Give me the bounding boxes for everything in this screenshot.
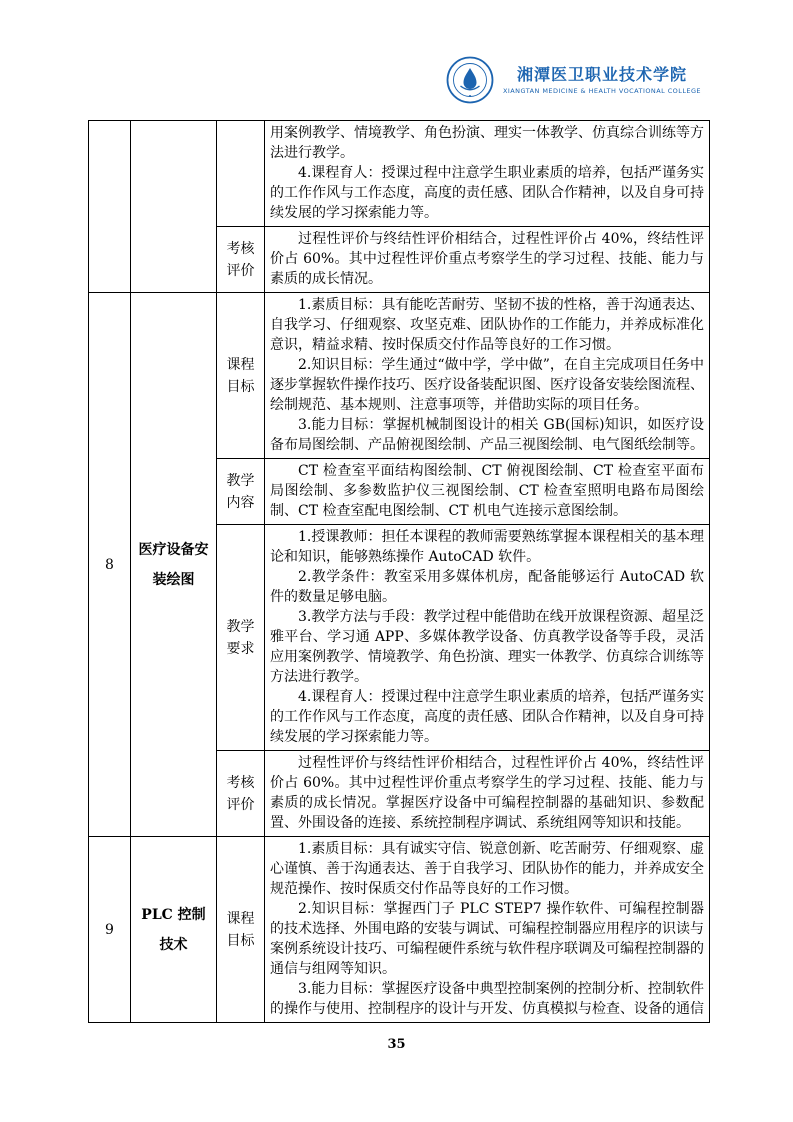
content-paragraph: 4.课程育人：授课过程中注意学生职业素质的培养，包括严谨务实的工作作风与工作态度，高度的责任感、团队合作精神，以及自身可持续发展的学习探索能力等。 bbox=[270, 689, 704, 745]
section-content bbox=[265, 525, 710, 751]
content-paragraph: 1.素质目标：具有诚实守信、锐意创新、吃苦耐劳、仔细观察、虚心谨慎、善于沟通表达、善于自我学习、团队协作的能力，并养成安全规范操作、按时保质交付作品等良好的工作习惯。 bbox=[270, 841, 704, 897]
page-header bbox=[446, 56, 701, 104]
section-label: 考核评价 bbox=[217, 227, 265, 293]
content-paragraph: 1.素质目标：具有能吃苦耐劳、坚韧不拔的性格，善于沟通表达、自我学习、仔细观察、攻坚克难、团队协作的工作能力，并养成标准化意识，精益求精、按时保质交付作品等良好的工作习惯。 bbox=[270, 297, 704, 353]
section-label: 教学内容 bbox=[217, 459, 265, 525]
section-label: 考核评价 bbox=[217, 751, 265, 837]
table-row bbox=[89, 121, 710, 227]
section-content bbox=[265, 459, 710, 525]
content-paragraph: 3.教学方法与手段：教学过程中能借助在线开放课程资源、超星泛雅平台、学习通 APP、多媒体教学设备、仿真教学设备等手段，灵活应用案例教学、情境教学、角色扮演、理实一体教学、仿真综合训练等方法进行教学。 bbox=[270, 609, 704, 685]
table-row bbox=[89, 837, 710, 1023]
content-paragraph: 用案例教学、情境教学、角色扮演、理实一体教学、仿真综合训练等方法进行教学。 bbox=[270, 125, 704, 161]
section-label: 教学要求 bbox=[217, 525, 265, 751]
section-content bbox=[265, 121, 710, 227]
content-paragraph: 3.能力目标：掌握机械制图设计的相关 GB(国标)知识，如医疗设备布局图绘制、产品俯视图绘制、产品三视图绘制、电气图纸绘制等。 bbox=[270, 417, 704, 453]
course-seq: 9 bbox=[89, 837, 131, 1023]
content-paragraph: 2.知识目标：学生通过“做中学，学中做”，在自主完成项目任务中逐步掌握软件操作技巧、医疗设备装配识图、医疗设备安装绘图流程、绘制规范、基本规则、注意事项等，并借助实际的项目任务。 bbox=[270, 357, 704, 413]
section-content bbox=[265, 293, 710, 459]
table-row bbox=[89, 293, 710, 459]
course-name: 医疗设备安装绘图 bbox=[131, 293, 217, 837]
section-label: 课程目标 bbox=[217, 293, 265, 459]
page-number: 35 bbox=[387, 1037, 406, 1052]
college-logo-icon bbox=[446, 56, 494, 104]
college-name-en: XIANGTAN MEDICINE & HEALTH VOCATIONAL COLLEGE bbox=[502, 87, 701, 95]
section-content bbox=[265, 751, 710, 837]
content-paragraph: 3.能力目标：掌握医疗设备中典型控制案例的控制分析、控制软件的操作与使用、控制程序的设计与开发、仿真模拟与检查、设备的通信 bbox=[270, 981, 704, 1017]
course-seq bbox=[89, 121, 131, 293]
content-paragraph: 4.课程育人：授课过程中注意学生职业素质的培养，包括严谨务实的工作作风与工作态度，高度的责任感、团队合作精神，以及自身可持续发展的学习探索能力等。 bbox=[270, 165, 704, 221]
section-label bbox=[217, 121, 265, 227]
section-content bbox=[265, 837, 710, 1023]
content-paragraph: CT 检查室平面结构图绘制、CT 俯视图绘制、CT 检查室平面布局图绘制、多参数监护仪三视图绘制、CT 检查室照明电路布局图绘制、CT 检查室配电图绘制、CT 机电气连接示意图绘制。 bbox=[270, 463, 704, 519]
content-paragraph: 过程性评价与终结性评价相结合，过程性评价占 40%，终结性评价占 60%。其中过程性评价重点考察学生的学习过程、技能、能力与素质的成长情况。 bbox=[270, 231, 704, 287]
content-paragraph: 2.教学条件：教室采用多媒体机房，配备能够运行 AutoCAD 软件的数量足够电脑。 bbox=[270, 569, 704, 605]
section-content bbox=[265, 227, 710, 293]
section-label: 课程目标 bbox=[217, 837, 265, 1023]
content-paragraph: 2.知识目标：掌握西门子 PLC STEP7 操作软件、可编程控制器的技术选择、外围电路的安装与调试、可编程控制器应用程序的识读与案例系统设计技巧、可编程硬件系统与软件程序联调及可编程控制器的通信与组网等知识。 bbox=[270, 901, 704, 977]
course-syllabus-table bbox=[88, 120, 710, 1023]
course-name bbox=[131, 121, 217, 293]
college-name: 湘潭医卫职业技术学院 bbox=[516, 65, 687, 84]
course-table-wrapper bbox=[88, 120, 710, 1023]
course-seq: 8 bbox=[89, 293, 131, 837]
college-name-block bbox=[503, 65, 701, 95]
content-paragraph: 1.授课教师：担任本课程的教师需要熟练掌握本课程相关的基本理论和知识，能够熟练操作 AutoCAD 软件。 bbox=[270, 529, 704, 565]
content-paragraph: 过程性评价与终结性评价相结合，过程性评价占 40%，终结性评价占 60%。其中过程性评价重点考察学生的学习过程、技能、能力与素质的成长情况。掌握医疗设备中可编程控制器的基础知识、参数配置、外围设备的连接、系统控制程序调试、系统组网等知识和技能。 bbox=[270, 755, 704, 831]
course-name: PLC 控制技术 bbox=[131, 837, 217, 1023]
